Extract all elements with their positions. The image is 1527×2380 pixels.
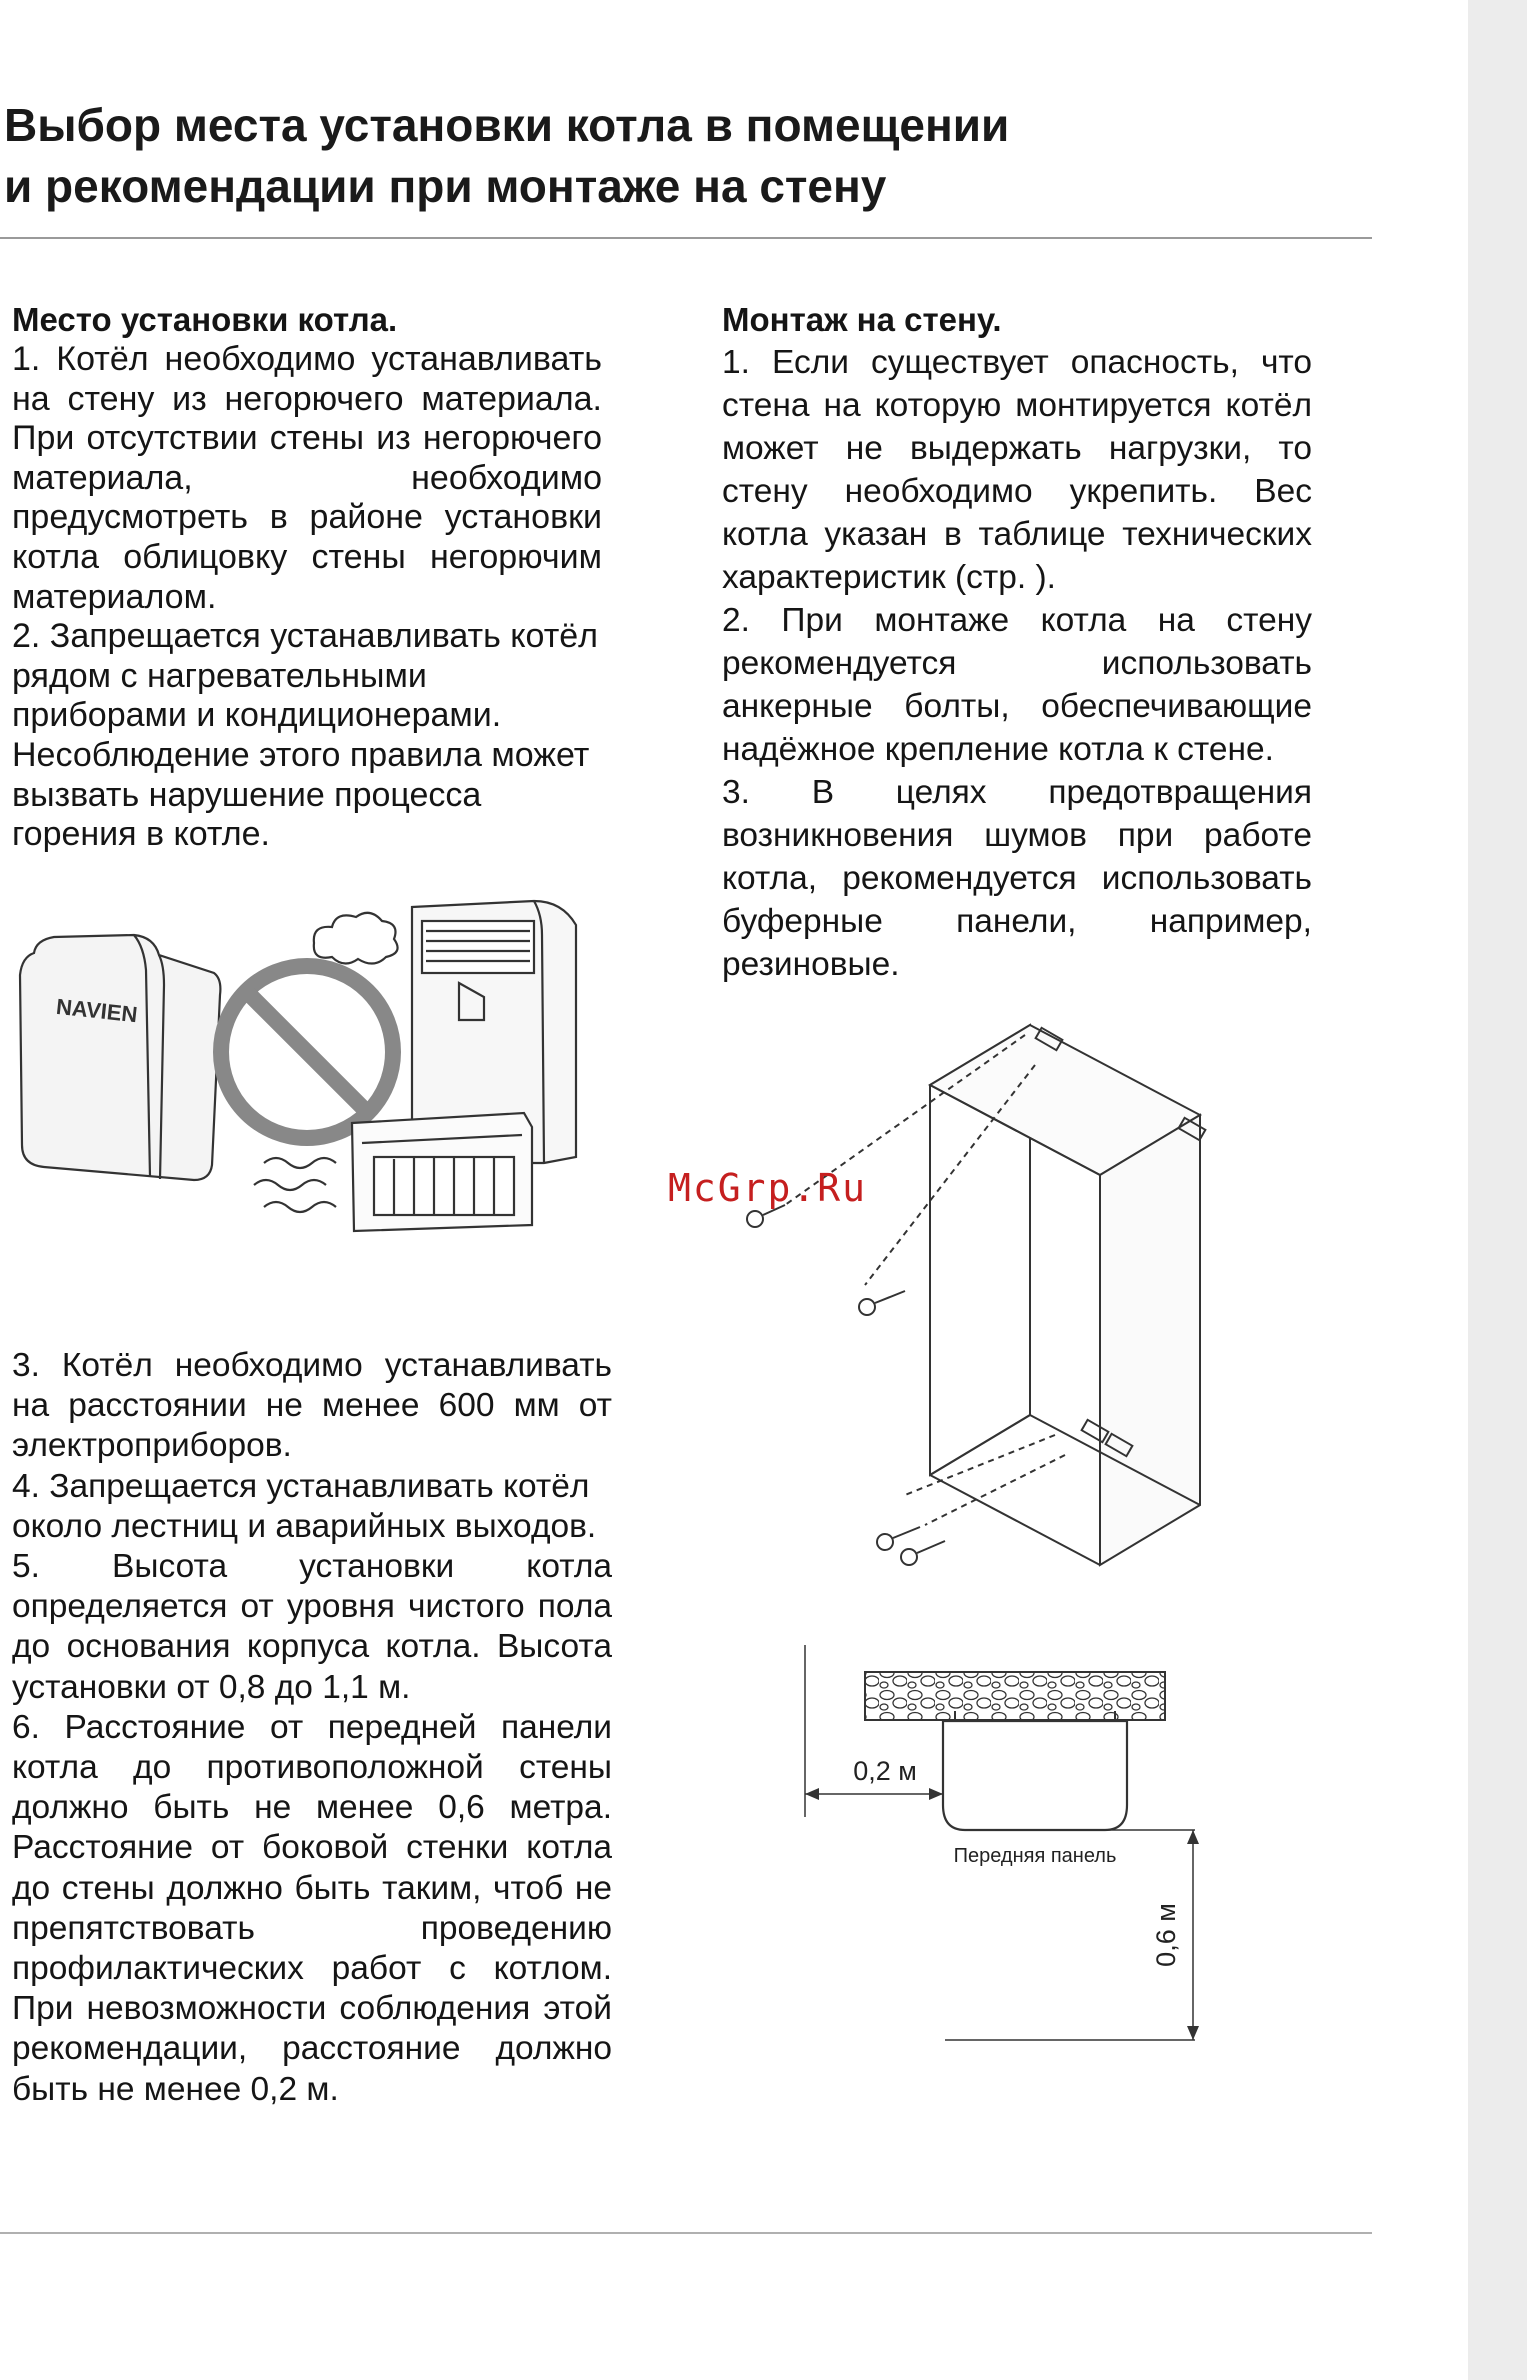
wall-mounting-illustration (725, 1015, 1245, 1585)
front-clearance-label: 0,6 м (1151, 1903, 1181, 1967)
page-title (4, 95, 1354, 217)
installation-location-section (12, 299, 602, 855)
anchor-bolt-3 (877, 1527, 920, 1550)
front-panel-label: Передняя панель (953, 1845, 1117, 1867)
clearance-diagram (795, 1645, 1235, 2050)
boiler-brand-logo: NAVIEN (54, 993, 139, 1028)
rule-paragraph-5: 5. Высота установки котла определяется от уровня чистого пола до основания корпуса котла. Высота установки от 0,8 до 1,1 м. (12, 1548, 612, 1706)
mounting-paragraph-1: 1. Если существует опасность, что стена на которую монтируется котёл может не выдержать нагрузки, то стену необходимо укрепить. Вес котла указан в таблице технических характеристик (стр. ). (722, 344, 1312, 596)
wall-mounting-section (722, 299, 1312, 986)
boiler-body (20, 935, 220, 1180)
warm-air-cloud (314, 913, 398, 964)
mounting-paragraph-3: 3. В целях предотвращения возникновения шумов при работе котла, рекомендуется использовать буферные панели, например, резиновые. (722, 774, 1312, 983)
side-clearance-label: 0,2 м (853, 1756, 917, 1786)
rule-paragraph-3: 3. Котёл необходимо устанавливать на расстоянии не менее 600 мм от электроприборов. (12, 1347, 612, 1465)
rule-paragraph-4: 4. Запрещается устанавливать котёл около лестниц и аварийных выходов. (12, 1467, 597, 1545)
rule-paragraph-2: 2. Запрещается устанавливать котёл рядом с нагревательными приборами и кондиционерами. (12, 617, 599, 735)
anchor-bolt-4 (901, 1541, 945, 1565)
installation-rules-continued (12, 1346, 612, 2110)
footer-divider (0, 2232, 1372, 2234)
rule-paragraph-warning: Несоблюдение этого правила может вызвать нарушение процесса горения в котле. (12, 735, 590, 854)
page-side-strip (1468, 0, 1527, 2380)
boiler-near-heaters-illustration (14, 895, 594, 1235)
wall-section (865, 1672, 1165, 1720)
anchor-bolt-2 (859, 1291, 905, 1315)
mounting-paragraph-2: 2. При монтаже котла на стену рекомендуется использовать анкерные болты, обеспечивающие надёжное крепление котла к стене. (722, 602, 1312, 768)
watermark-text: McGrp.Ru (668, 1166, 868, 1210)
title-divider (0, 237, 1372, 239)
page-title-line-2: и рекомендации при монтаже на стену (4, 160, 887, 212)
rule-paragraph-6: 6. Расстояние от передней панели котла до противоположной стены должно быть не менее 0,6 метра. Расстояние от боковой стенки котла до стены должно быть таким, чтоб не препятствовать проведению профилактических работ с котлом. При невозможности соблюдения этой рекомендации, расстояние должно быть не менее 0,2 м. (12, 1708, 612, 2108)
rule-paragraph-1: 1. Котёл необходимо устанавливать на стену из негорючего материала. При отсутствии стены из негорючего материала, необходимо предусмотреть в районе установки котла облицовку стены негорючим материалом. (12, 340, 602, 616)
installation-location-heading: Место установки котла. (12, 301, 398, 338)
wall-mounting-heading: Монтаж на стену. (722, 301, 1002, 338)
page-title-line-1: Выбор места установки котла в помещении (4, 99, 1010, 151)
boiler-top-view (943, 1721, 1127, 1830)
